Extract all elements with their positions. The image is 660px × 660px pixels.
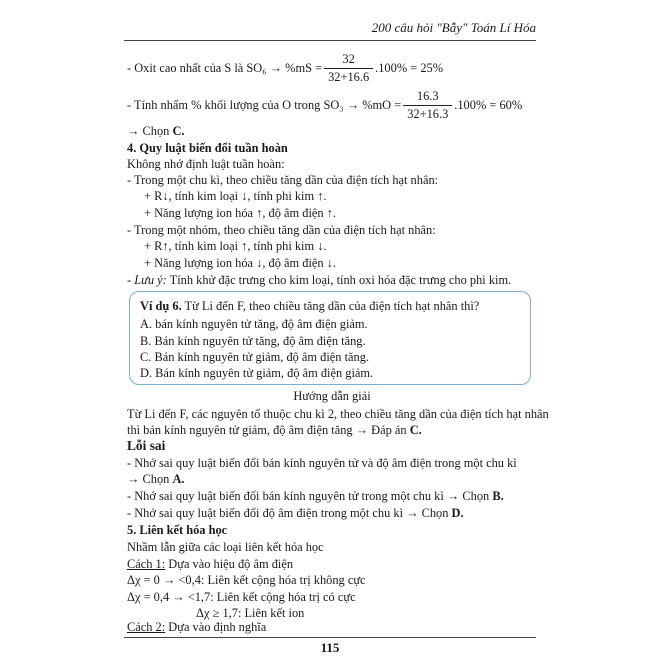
paragraph: - Nhớ sai quy luật biến đổi bán kính nguyên tử và độ âm điện trong một chu kì — [127, 456, 517, 470]
rule-line: Δχ = 0,4 → <1,7: Liên kết cộng hóa trị có cực — [127, 590, 356, 604]
section-5-heading: 5. Liên kết hóa học — [127, 523, 228, 537]
paragraph-text: thì bán kính nguyên tử giảm, độ âm điện tăng → Đáp án — [127, 423, 410, 437]
equation-mass-percent-s — [127, 52, 443, 85]
method-text: Dựa vào hiệu độ âm điện — [165, 557, 294, 571]
paragraph — [127, 488, 504, 504]
method-1-line — [127, 556, 293, 572]
method-text: Dựa vào định nghĩa — [165, 620, 267, 634]
fraction-numerator: 16.3 — [403, 89, 452, 106]
equation-mass-percent-o — [127, 89, 522, 122]
answer-letter: D. — [451, 506, 464, 520]
answer-letter: C. — [409, 423, 422, 437]
equation-prefix: - Oxit cao nhất của S là SO₆ → %mS = — [127, 61, 323, 75]
bullet-item: + Năng lượng ion hóa ↑, độ âm điện ↑. — [144, 206, 336, 220]
option-b: B. Bán kính nguyên tử tăng, độ âm điện tăng. — [140, 334, 366, 348]
answer-letter: A. — [172, 472, 185, 486]
header-divider — [124, 40, 536, 41]
page-number: 115 — [320, 640, 340, 655]
fraction-denominator: 32+16.6 — [328, 70, 370, 84]
fraction-denominator: 32+16.3 — [407, 107, 449, 121]
note-line — [127, 272, 511, 288]
rule-line: Δχ = 0 → <0,4: Liên kết cộng hóa trị không cực — [127, 573, 366, 587]
solution-heading: Hướng dẫn giải — [293, 389, 371, 403]
equation-suffix: .100% = 25% — [375, 61, 444, 75]
note-label: - Lưu ý: — [127, 273, 167, 287]
note-text: Tính khử đặc trưng cho kim loại, tính oxi hóa đặc trưng cho phi kim. — [166, 273, 512, 287]
option-a: A. bán kính nguyên tử tăng, độ âm điện giảm. — [140, 317, 368, 331]
paragraph: - Trong một nhóm, theo chiều tăng dần của điện tích hạt nhân: — [127, 223, 436, 237]
equation-prefix: - Tính nhẩm % khối lượng của O trong SO₃ → %mO = — [127, 98, 402, 112]
paragraph: Từ Li đến F, các nguyên tố thuộc chu kì 2, theo chiều tăng dần của điện tích hạt nhân — [127, 407, 549, 421]
section-4-heading: 4. Quy luật biến đổi tuần hoàn — [127, 141, 288, 155]
method-label: Cách 1: — [127, 557, 166, 571]
fraction-numerator: 32 — [324, 52, 373, 69]
answer-prefix: → Chọn — [127, 124, 173, 138]
bullet-item: + R↑, tính kim loại ↑, tính phi kim ↓. — [144, 239, 327, 253]
option-c: C. Bán kính nguyên tử giảm, độ âm điện tăng. — [140, 350, 370, 364]
rule-line: Δχ ≥ 1,7: Liên kết ion — [196, 606, 305, 620]
bullet-item: + Năng lượng ion hóa ↓, độ âm điện ↓. — [144, 256, 336, 270]
method-label: Cách 2: — [127, 620, 166, 634]
option-d: D. Bán kính nguyên tử giảm, độ âm điện giảm. — [140, 366, 374, 380]
fraction — [324, 52, 373, 85]
paragraph — [127, 505, 464, 521]
running-header: 200 câu hỏi "Bẫy" Toán Lí Hóa — [371, 20, 536, 35]
method-2-line — [127, 619, 266, 635]
example-question — [140, 298, 479, 314]
answer-line — [127, 123, 184, 139]
footer-divider — [124, 637, 536, 638]
bullet-item: + R↓, tính kim loại ↓, tính phi kim ↑. — [144, 189, 327, 203]
paragraph-text: → Chọn — [127, 472, 173, 486]
example-box — [129, 291, 531, 385]
paragraph — [127, 471, 184, 487]
answer-letter: B. — [492, 489, 504, 503]
question-text: Từ Li đến F, theo chiều tăng dần của điện tích hạt nhân thì? — [181, 299, 480, 313]
answer-letter: C. — [172, 124, 185, 138]
paragraph — [127, 422, 422, 438]
paragraph-text: - Nhớ sai quy luật biến đổi độ âm điện trong một chu kì → Chọn — [127, 506, 452, 520]
paragraph: Nhầm lẫn giữa các loại liên kết hóa học — [127, 540, 324, 554]
paragraph: Không nhớ định luật tuần hoàn: — [127, 157, 285, 171]
paragraph: - Trong một chu kì, theo chiều tăng dần của điện tích hạt nhân: — [127, 173, 439, 187]
example-label: Ví dụ 6. — [140, 299, 182, 313]
fraction — [403, 89, 452, 122]
equation-suffix: .100% = 60% — [454, 98, 523, 112]
paragraph-text: - Nhớ sai quy luật biến đổi bán kính nguyên tử trong một chu kì → Chọn — [127, 489, 493, 503]
errors-heading: Lỗi sai — [127, 438, 166, 453]
